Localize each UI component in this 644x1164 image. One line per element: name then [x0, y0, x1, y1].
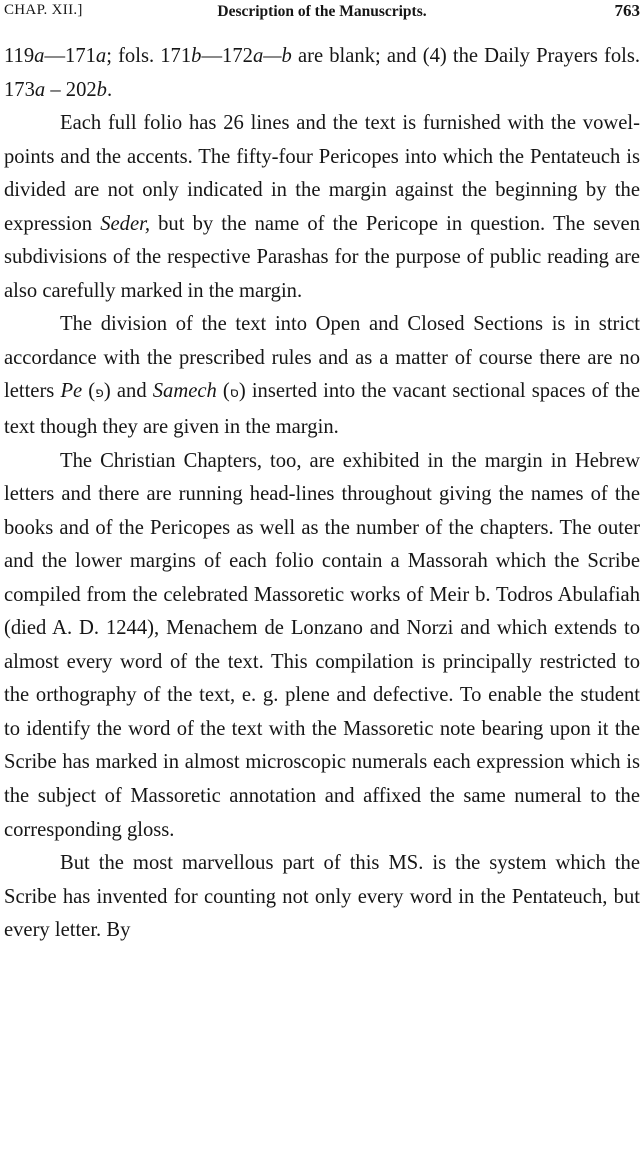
text-run: —172: [201, 45, 253, 67]
italic-text: a—b: [252, 45, 292, 67]
chapter-label: CHAP. XII.]: [4, 2, 83, 18]
text-run: The division of the text into Open and Closed Sections is in strict accordance with the prescribed rules and as a matter of course there are no letters: [4, 313, 640, 403]
paragraph: [4, 445, 640, 848]
text-run: —171: [44, 45, 96, 67]
text-run: are blank; and (4) the Daily Prayers fols. 173: [4, 45, 641, 101]
text-run: – 202: [45, 78, 97, 101]
italic-text: Seder,: [100, 212, 150, 235]
italic-text: Samech: [152, 380, 217, 403]
text-run: ) and: [103, 380, 153, 403]
paragraph: [4, 107, 640, 308]
text-run: Each full folio has 26 lines and the text is furnished with the vowel-points and the accents. The fifty-four Pericopes into which the Pentateuch is divided are not only indicated in the margin against the beginning by the expression: [4, 112, 640, 235]
running-title: Description of the Manuscripts.: [217, 3, 427, 20]
text-run: ; fols. 171: [106, 45, 192, 67]
hebrew-letter: פ: [95, 385, 104, 402]
page-number: 763: [614, 1, 640, 20]
italic-text: b: [96, 78, 107, 101]
running-header: [0, 0, 644, 30]
text-run: ) inserted into the vacant sectional spaces of the text though they are given in the margin.: [4, 380, 641, 439]
paragraph: [4, 847, 640, 948]
italic-text: b: [191, 45, 202, 67]
text-run: (: [216, 380, 230, 403]
paragraph: [4, 40, 640, 107]
text-run: but by the name of the Pericope in question. The seven subdivisions of the respective Parashas for the purpose of public reading are also carefully marked in the margin.: [4, 212, 640, 302]
paragraph: [4, 308, 640, 444]
text-run: (: [82, 380, 96, 403]
text-run: 119: [4, 45, 35, 67]
italic-text: a: [34, 45, 45, 67]
italic-text: a: [34, 78, 46, 101]
hebrew-letter: ס: [229, 385, 239, 402]
text-run: The Christian Chapters, too, are exhibited in the margin in Hebrew letters and there are running head-lines throughout giving the names of the books and of the Pericopes as well as the number of the chapters. The outer and the lower margins of each folio contain a Massorah which the Scribe compiled from the celebrated Massoretic works of Meir b. Todros Abulafiah (died A. D. 1244), Menachem de Lonzano and Norzi and which extends to almost every word of the text. This compilation is principally restricted to the orthography of the text, e. g. plene and defective. To enable the student to identify the word of the text with the Massoretic note bearing upon it the Scribe has marked in almost microscopic numerals each expression which is the subject of Massoretic annotation and affixed the same numeral to the corresponding gloss.: [4, 449, 640, 841]
italic-text: Pe: [60, 380, 83, 403]
text-run: .: [106, 78, 113, 101]
italic-text: a: [95, 45, 107, 67]
page-body: [4, 40, 640, 948]
text-run: But the most marvellous part of this MS. is the system which the Scribe has invented for counting not only every word in the Pentateuch, but every letter. By: [4, 852, 640, 942]
